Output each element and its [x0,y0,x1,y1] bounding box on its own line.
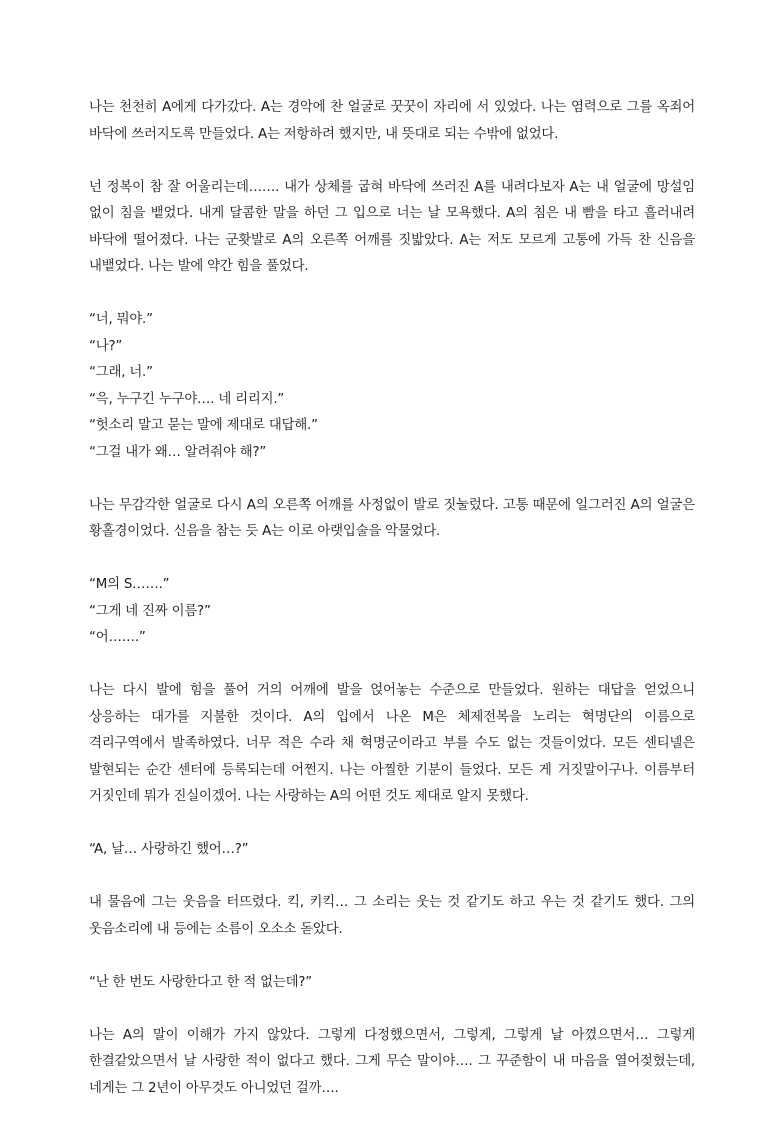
dialogue-line: “그걸 내가 왜… 알려줘야 해?” [89,444,267,460]
dialogue-line: “나?” [89,338,123,354]
paragraph: 나는 천천히 A에게 다가갔다. A는 경악에 찬 얼굴로 꿋꿋이 자리에 서 있었다. 나는 염력으로 그를 옥죄어 바닥에 쓰러지도록 만들었다. A는 저항하려 했지만, 내 뜻대로 되는 수밖에 없었다. [89,100,695,142]
dialogue-line: “A, 날… 사랑하긴 했어…?” [89,842,249,857]
dialogue-block [89,572,695,652]
dialogue-line: “너, 뭐야.” [89,312,153,327]
dialogue-line: “어…….” [89,630,146,645]
document-page [89,95,695,1129]
dialogue-line: “난 한 번도 사랑한다고 한 적 없는데?” [89,974,313,990]
paragraph: 나는 다시 발에 힘을 풀어 거의 어깨에 발을 얹어놓는 수준으로 만들었다. 원하는 대답을 얻었으니 상응하는 대가를 지불한 것이다. A의 입에서 나온 M은 체제전복을 노리는 혁명단의 이름으로 격리구역에서 발족하였다. 너무 적은 수라 채 혁명군이라고 부를 수도 없는 것들이었다. 모든 센티넬은 발현되는 순간 센터에 등록되는데 어쩐지. 나는 아찔한 기분이 들었다. 모든 게 거짓말이구나. 이름부터 거짓인데 뭐가 진실이겠어. 나는 사랑하는 A의 어떤 것도 제대로 알지 못했다. [89,683,695,804]
dialogue-line: “윽, 누구긴 누구야…. 네 리리지.” [89,391,285,407]
dialogue-block [89,307,695,466]
paragraph: 나는 A의 말이 이해가 가지 않았다. 그렇게 다정했으면서, 그렇게, 그렇게 날 아꼈으면서… 그렇게 한결같았으면서 날 사랑한 적이 없다고 했다. 그게 무슨 말이야…. 그 꾸준함이 내 마음을 열어젖혔는데, 네게는 그 2년이 아무것도 아니었던 걸까…. [89,1027,695,1096]
dialogue-line: “그게 네 진짜 이름?” [89,603,211,619]
paragraph: 내 물음에 그는 웃음을 터뜨렸다. 킥, 키킥… 그 소리는 웃는 것 같기도 하고 우는 것 같기도 했다. 그의 웃음소리에 내 등에는 소름이 오소소 돋았다. [89,895,695,937]
paragraph: 나는 무감각한 얼굴로 다시 A의 오른쪽 어깨를 사정없이 발로 짓눌렀다. 고통 때문에 일그러진 A의 얼굴은 황홀경이었다. 신음을 참는 듯 A는 이로 아랫입술을 악물었다. [89,497,695,539]
dialogue-line: “M의 S…….” [89,577,170,592]
dialogue-line: “그래, 너.” [89,365,153,380]
dialogue-line: “헛소리 말고 묻는 말에 제대로 대답해.” [89,418,318,433]
paragraph: 넌 정복이 참 잘 어울리는데……. 내가 상체를 굽혀 바닥에 쓰러진 A를 내려다보자 A는 내 얼굴에 망설임 없이 침을 뱉었다. 내게 달콤한 말을 하던 그 입으로 너는 날 모욕했다. A의 침은 내 빰을 타고 흘러내려 바닥에 떨어졌다. 나는 군홧발로 A의 오른쪽 어깨를 짓밟았다. A는 저도 모르게 고통에 가득 찬 신음을 내뱉었다. 나는 발에 약간 힘을 풀었다. [89,179,695,274]
